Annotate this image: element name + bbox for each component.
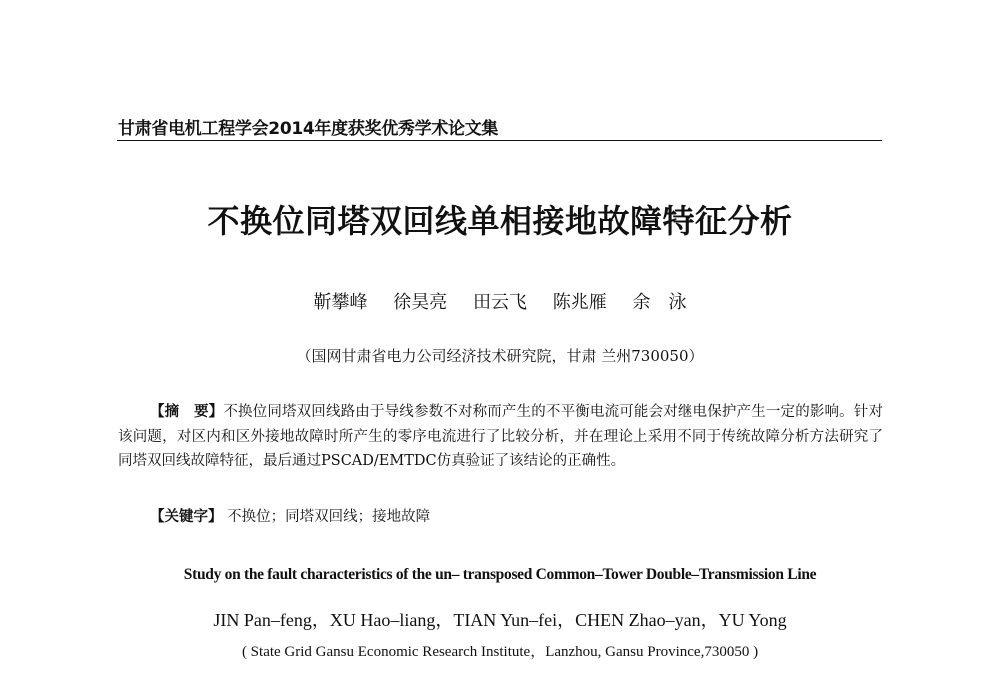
affiliation-cn: （国网甘肃省电力公司经济技术研究院，甘肃 兰州730050） [296,347,704,365]
paper-title-en: Study on the fault characteristics of the un– transposed Common–Tower Double–Transmission Line [183,566,817,583]
abstract-text: 不换位同塔双回线路由于导线参数不对称而产生的不平衡电流可能会对继电保护产生一定的影响。针对该问题，对区内和区外接地故障时所产生的零序电流进行了比较分析，并在理论上采用不同于传统故障分析方法研究了同塔双回线故障特征，最后通过PSCAD/EMTDC仿真验证了该结论的正确性。 [118,404,884,469]
header-divider [117,140,882,141]
keywords-label: 【关键字】 [150,509,223,525]
abstract-block [118,400,883,474]
keywords-text: 不换位；同塔双回线；接地故障 [227,509,431,525]
author-cn: 余 泳 [632,292,687,313]
paper-title-cn: 不换位同塔双回线单相接地故障特征分析 [207,202,793,240]
keywords-line [150,505,430,526]
author-cn: 靳攀峰 [313,292,368,313]
author-cn: 田云飞 [473,292,527,313]
abstract-paragraph [118,400,883,474]
author-cn: 陈兆雁 [552,292,607,313]
author-cn: 徐昊亮 [393,292,448,313]
abstract-label: 【摘 要】 [150,404,224,420]
authors-en: JIN Pan–feng，XU Hao–liang，TIAN Yun–fei，CHEN Zhao–yan，YU Yong [213,610,787,630]
journal-header-title: 甘肃省电机工程学会2014年度获奖优秀学术论文集 [118,119,499,139]
affiliation-en: ( State Grid Gansu Economic Research Institute，Lanzhou, Gansu Province,730050 ) [241,644,759,660]
authors-cn [0,288,1000,314]
